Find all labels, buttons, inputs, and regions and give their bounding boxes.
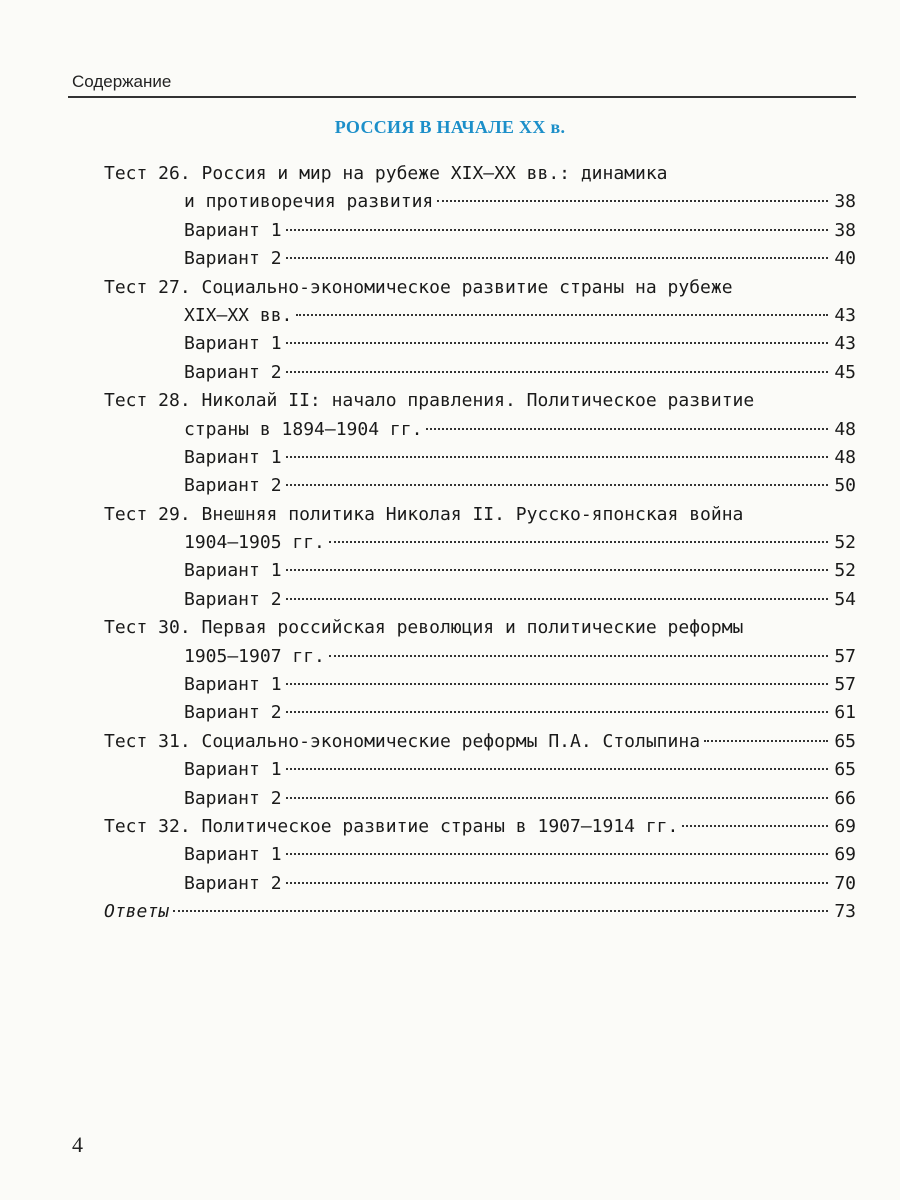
page-number: 40	[834, 248, 856, 270]
toc-variant[interactable]: Вариант 2 40	[104, 245, 856, 273]
page-number: 54	[834, 588, 856, 610]
toc-variant[interactable]: Вариант 1 57	[104, 671, 856, 699]
toc-entry-cont[interactable]: страны в 1894–1904 гг. 48	[104, 416, 856, 444]
page-number: 69	[834, 815, 856, 837]
toc-variant[interactable]: Вариант 1 48	[104, 444, 856, 472]
toc-entry-cont[interactable]: XIX–XX вв. 43	[104, 302, 856, 330]
toc-entry[interactable]: Тест 29. Внешняя политика Николая II. Русско-японская война	[104, 503, 744, 525]
toc-variant[interactable]: Вариант 1 65	[104, 756, 856, 784]
toc-variant[interactable]: Вариант 2 45	[104, 359, 856, 387]
page-number: 65	[834, 759, 856, 781]
toc-entry[interactable]: Тест 28. Николай II: начало правления. Политическое развитие	[104, 390, 755, 412]
page-footer-number: 4	[72, 1132, 83, 1157]
section-title: РОССИЯ В НАЧАЛЕ XX в.	[334, 117, 566, 137]
page-number: 45	[834, 361, 856, 383]
toc-variant[interactable]: Вариант 2 54	[104, 586, 856, 614]
toc-variant[interactable]: Вариант 2 61	[104, 699, 856, 727]
page-number: 50	[834, 475, 856, 497]
page-number: 66	[834, 787, 856, 809]
table-of-contents	[104, 160, 856, 927]
page-number: 52	[834, 532, 856, 554]
page-number: 52	[834, 560, 856, 582]
page-number: 61	[834, 702, 856, 724]
toc-variant[interactable]: Вариант 1 69	[104, 841, 856, 869]
toc-entry[interactable]: Тест 27. Социально-экономическое развитие страны на рубеже	[104, 276, 733, 298]
toc-variant[interactable]: Вариант 2 50	[104, 472, 856, 500]
page-number: 43	[834, 333, 856, 355]
toc-entry-cont[interactable]: 1904–1905 гг. 52	[104, 529, 856, 557]
page-number: 57	[834, 674, 856, 696]
running-header: Содержание	[72, 72, 172, 91]
page-number: 43	[834, 304, 856, 326]
page-number: 48	[834, 418, 856, 440]
toc-variant[interactable]: Вариант 2 70	[104, 870, 856, 898]
toc-entry[interactable]: Тест 30. Первая российская революция и политические реформы	[104, 617, 744, 639]
toc-variant[interactable]: Вариант 2 66	[104, 785, 856, 813]
toc-entry-cont[interactable]: 1905–1907 гг. 57	[104, 643, 856, 671]
header-rule	[68, 96, 856, 98]
toc-entry-cont[interactable]: и противоречия развития 38	[104, 188, 856, 216]
page-number: 57	[834, 645, 856, 667]
page-number: 70	[834, 872, 856, 894]
page-number: 69	[834, 844, 856, 866]
toc-variant[interactable]: Вариант 1 52	[104, 557, 856, 585]
toc-entry[interactable]: Тест 26. Россия и мир на рубеже XIX–XX вв.: динамика	[104, 163, 668, 184]
page-number: 48	[834, 446, 856, 468]
page-number: 73	[834, 901, 856, 923]
page-number: 65	[834, 730, 856, 752]
toc-entry[interactable]: Тест 31. Социально-экономические реформы П.А. Столыпина 65	[104, 728, 856, 756]
toc-variant[interactable]: Вариант 1 38	[104, 217, 856, 245]
toc-variant[interactable]: Вариант 1 43	[104, 330, 856, 358]
toc-entry[interactable]: Тест 32. Политическое развитие страны в 1907–1914 гг. 69	[104, 813, 856, 841]
toc-answers[interactable]: Ответы 73	[104, 898, 856, 926]
page-number: 38	[834, 219, 856, 241]
page-number: 38	[834, 191, 856, 213]
